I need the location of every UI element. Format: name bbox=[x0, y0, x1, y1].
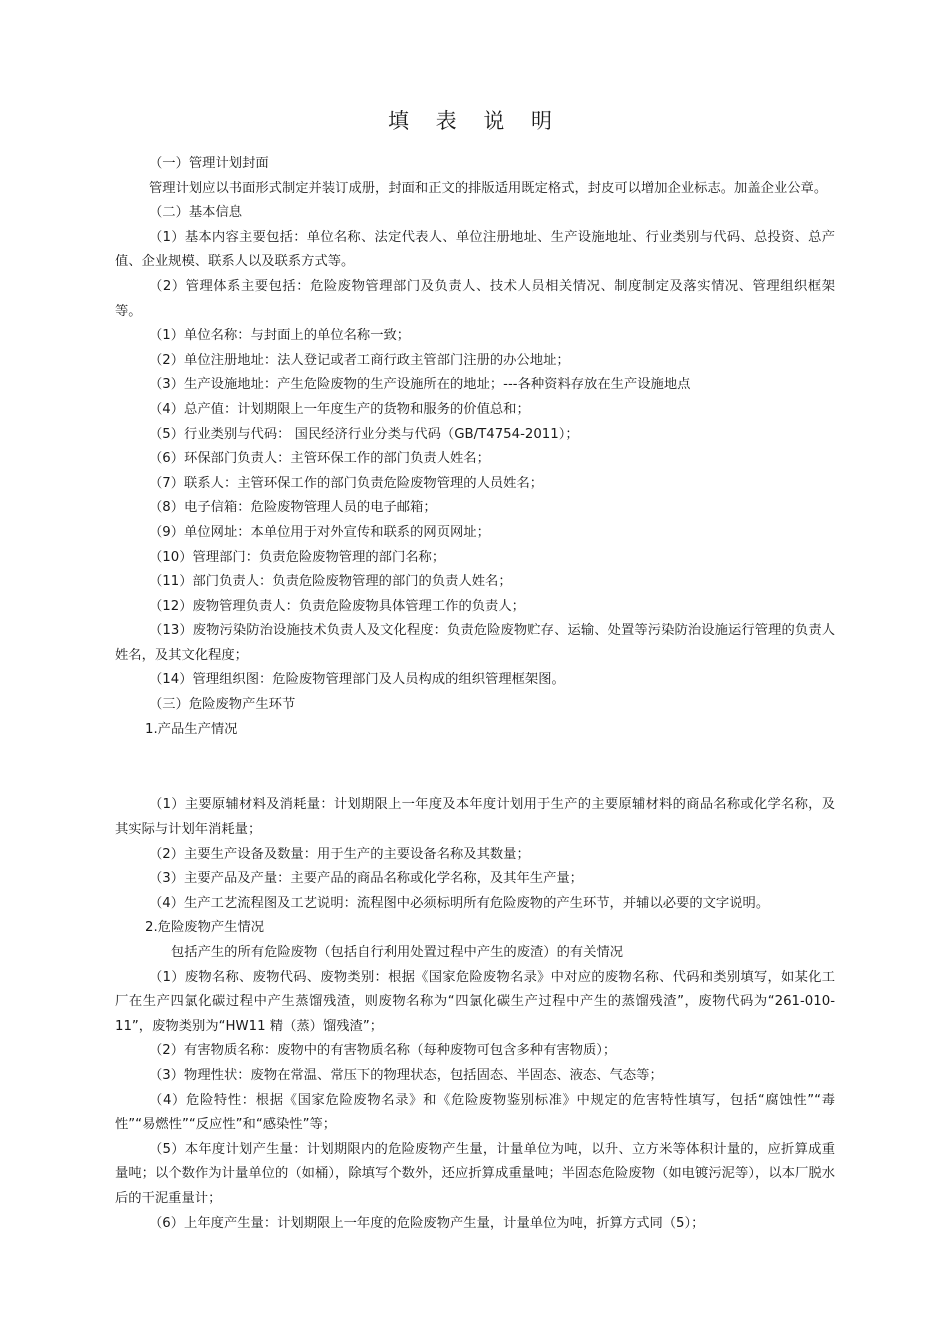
body-paragraph: （二）基本信息 bbox=[149, 205, 243, 221]
body-paragraph: （1）主要原辅材料及消耗量：计划期限上一年度及本年度计划用于生产的主要原辅材料的商品名称或化学名称，及其实际与计划年消耗量； bbox=[115, 797, 835, 838]
body-paragraph: （4）危险特性：根据《国家危险废物名录》和《危险废物鉴别标准》中规定的危害特性填写，包括“腐蚀性”“毒性”“易燃性”“反应性”和“感染性”等； bbox=[115, 1092, 835, 1133]
body-paragraph: （3）物理性状：废物在常温、常压下的物理状态，包括固态、半固态、液态、气态等； bbox=[149, 1067, 663, 1083]
body-paragraph: （5）本年度计划产生量：计划期限内的危险废物产生量，计量单位为吨，以升、立方米等体积计量的，应折算成重量吨；以个数作为计量单位的（如桶），除填写个数外，还应折算成重量吨；半固态危险废物（如电镀污泥等），以本厂脱水后的干泥重量计； bbox=[115, 1141, 835, 1206]
body-paragraph: （3）主要产品及产量：主要产品的商品名称或化学名称，及其年生产量； bbox=[149, 871, 583, 887]
body-paragraph: （11）部门负责人：负责危险废物管理的部门的负责人姓名； bbox=[149, 574, 512, 590]
body-paragraph: 管理计划应以书面形式制定并装订成册，封面和正文的排版适用既定格式，封皮可以增加企业标志。加盖企业公章。 bbox=[149, 180, 828, 196]
body-paragraph: （6）上年度产生量：计划期限上一年度的危险废物产生量，计量单位为吨，折算方式同（5）； bbox=[149, 1215, 705, 1231]
body-paragraph: （14）管理组织图：危险废物管理部门及人员构成的组织管理框架图。 bbox=[149, 672, 565, 688]
document-title: 填 表 说 明 bbox=[387, 109, 563, 133]
body-paragraph: （2）有害物质名称：废物中的有害物质名称（每种废物可包含多种有害物质）； bbox=[149, 1043, 617, 1059]
body-paragraph: （1）废物名称、废物代码、废物类别：根据《国家危险废物名录》中对应的废物名称、代码和类别填写，如某化工厂在生产四氯化碳过程中产生蒸馏残渣，则废物名称为“四氯化碳生产过程中产生的蒸馏残渣”，废物代码为“261-010-11”，废物类别为“HW11 精（蒸）馏残渣”； bbox=[115, 969, 835, 1034]
body-paragraph: （2）单位注册地址：法人登记或者工商行政主管部门注册的办公地址； bbox=[149, 352, 570, 368]
body-paragraph: （1）基本内容主要包括：单位名称、法定代表人、单位注册地址、生产设施地址、行业类别与代码、总投资、总产值、企业规模、联系人以及联系方式等。 bbox=[115, 229, 835, 270]
body-paragraph: （12）废物管理负责人：负责危险废物具体管理工作的负责人； bbox=[149, 598, 525, 614]
body-paragraph: （13）废物污染防治设施技术负责人及文化程度：负责危险废物贮存、运输、处置等污染防治设施运行管理的负责人姓名，及其文化程度； bbox=[115, 623, 835, 663]
body-paragraph: 包括产生的所有危险废物（包括自行利用处置过程中产生的废渣）的有关情况 bbox=[171, 945, 624, 960]
body-paragraph: （2）管理体系主要包括：危险废物管理部门及负责人、技术人员相关情况、制度制定及落实情况、管理组织框架等。 bbox=[115, 278, 835, 319]
body-paragraph: （5）行业类别与代码： 国民经济行业分类与代码（GB/T4754-2011）； bbox=[149, 426, 579, 442]
body-paragraph: （一）管理计划封面 bbox=[149, 156, 269, 171]
body-paragraph: 1.产品生产情况 bbox=[145, 721, 238, 737]
document-body bbox=[115, 152, 835, 1236]
body-paragraph: 2.危险废物产生情况 bbox=[145, 920, 265, 936]
body-paragraph: （三）危险废物产生环节 bbox=[149, 697, 296, 713]
body-paragraph: （7）联系人：主管环保工作的部门负责危险废物管理的人员姓名； bbox=[149, 475, 544, 491]
body-paragraph: （2）主要生产设备及数量：用于生产的主要设备名称及其数量； bbox=[149, 846, 530, 862]
body-paragraph: （3）生产设施地址：产生危险废物的生产设施所在的地址；---各种资料存放在生产设施地点 bbox=[149, 377, 691, 393]
body-paragraph: （1）单位名称：与封面上的单位名称一致； bbox=[149, 328, 411, 344]
body-paragraph: （8）电子信箱：危险废物管理人员的电子邮箱； bbox=[149, 500, 437, 516]
blank-line bbox=[115, 756, 835, 781]
body-paragraph: （4）总产值：计划期限上一年度生产的货物和服务的价值总和； bbox=[149, 401, 530, 417]
body-paragraph: （4）生产工艺流程图及工艺说明：流程图中必须标明所有危险废物的产生环节，并辅以必要的文字说明。 bbox=[149, 895, 770, 911]
body-paragraph: （9）单位网址：本单位用于对外宣传和联系的网页网址； bbox=[149, 524, 490, 540]
body-paragraph: （10）管理部门：负责危险废物管理的部门名称； bbox=[149, 549, 446, 565]
body-paragraph: （6）环保部门负责人：主管环保工作的部门负责人姓名； bbox=[149, 451, 490, 467]
